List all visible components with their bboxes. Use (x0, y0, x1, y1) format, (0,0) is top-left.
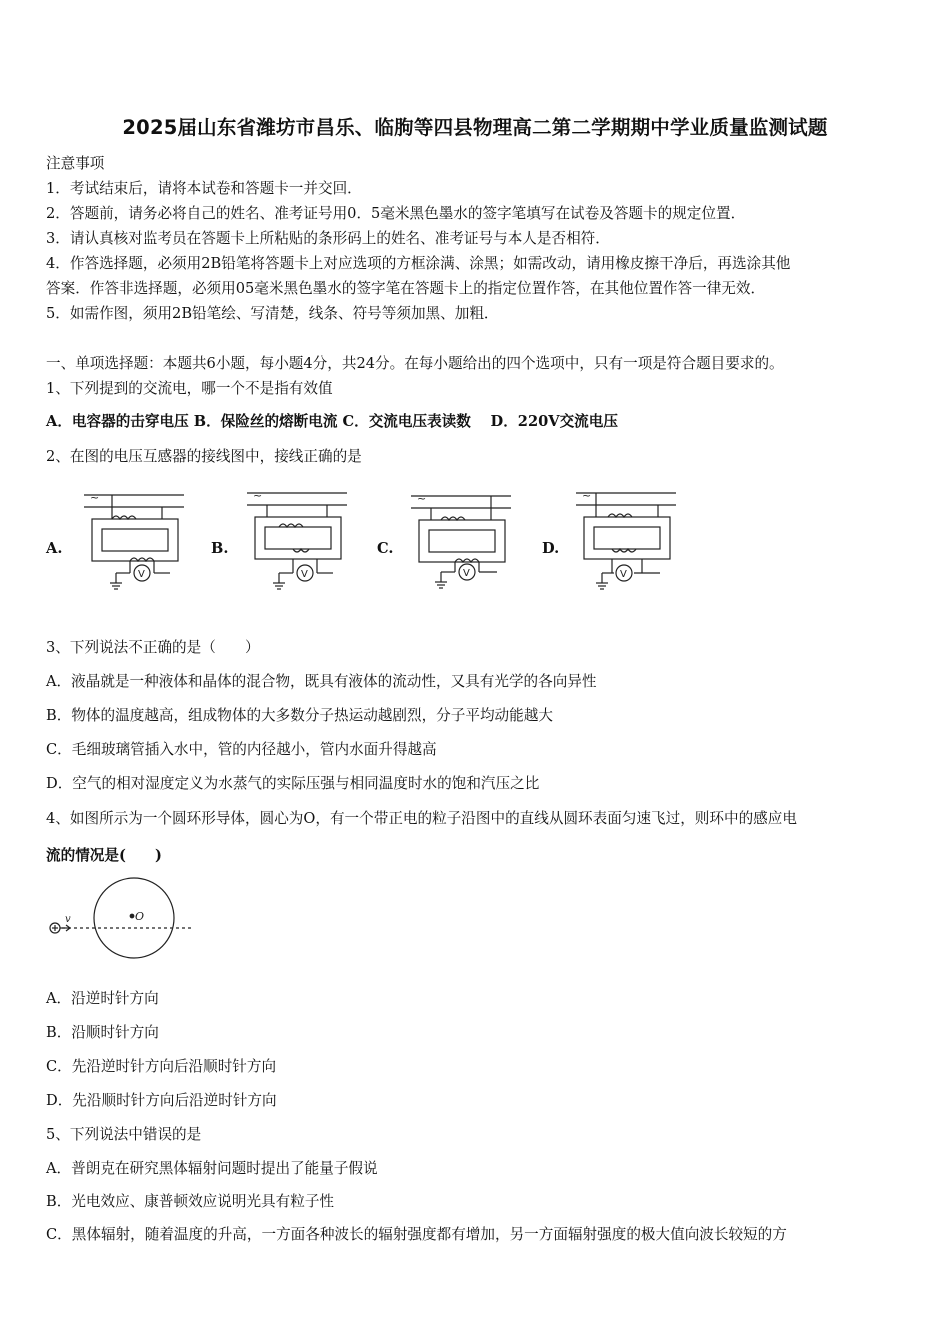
svg-text:~: ~ (90, 491, 100, 504)
svg-text:~: ~ (253, 489, 263, 502)
svg-text:V: V (463, 568, 470, 579)
svg-text:V: V (138, 569, 145, 580)
svg-text:V: V (301, 569, 308, 580)
q5-option-a: A．普朗克在研究黑体辐射问题时提出了能量子假说 (46, 1160, 378, 1177)
q5-option-b: B．光电效应、康普顿效应说明光具有粒子性 (46, 1193, 335, 1210)
section-heading: 一、单项选择题：本题共6小题，每小题4分，共24分。在每小题给出的四个选项中，只有一项是符合题目要求的。 (46, 355, 784, 372)
q1-stem: 1、下列提到的交流电，哪一个不是指有效值 (46, 380, 333, 397)
q5-option-c: C．黑体辐射，随着温度的升高，一方面各种波长的辐射强度都有增加，另一方面辐射强度的极大值向波长较短的方 (46, 1226, 787, 1243)
ring-conductor-figure (44, 874, 194, 964)
notice-item-3: 3．请认真核对监考员在答题卡上所粘贴的条形码上的姓名、准考证号与本人是否相符． (46, 230, 610, 247)
q3-option-b: B．物体的温度越高，组成物体的大多数分子热运动越剧烈，分子平均动能越大 (46, 707, 553, 724)
q4-option-d: D．先沿顺时针方向后沿逆时针方向 (46, 1092, 277, 1109)
q3-stem: 3、下列说法不正确的是（ ） (46, 639, 260, 656)
svg-text:~: ~ (582, 489, 592, 502)
q3-option-d: D．空气的相对湿度定义为水蒸气的实际压强与相同温度时水的饱和汽压之比 (46, 775, 540, 792)
circuit-diagram-a (80, 485, 190, 595)
q4-option-b: B．沿顺时针方向 (46, 1024, 159, 1041)
circuit-diagram-c (407, 486, 517, 594)
notice-heading: 注意事项 (46, 155, 105, 172)
q1-options: A．电容器的击穿电压 B．保险丝的熔断电流 C．交流电压表读数 D．220V交流电压 (46, 413, 618, 430)
q2-label-a: A. (46, 540, 63, 557)
q4-option-a: A．沿逆时针方向 (46, 990, 159, 1007)
q2-label-b: B. (211, 540, 229, 557)
q4-stem-line1: 4、如图所示为一个圆环形导体，圆心为O，有一个带正电的粒子沿图中的直线从圆环表面匀速飞过，则环中的感应电 (46, 810, 797, 827)
q2-label-d: D. (542, 540, 560, 557)
q4-stem-line2: 流的情况是( ) (46, 847, 162, 864)
svg-text:O: O (135, 910, 145, 923)
q2-stem: 2、在图的电压互感器的接线图中，接线正确的是 (46, 448, 362, 465)
svg-text:~: ~ (417, 492, 427, 505)
svg-text:v: v (65, 914, 71, 925)
q2-label-c: C. (377, 540, 394, 557)
notice-item-2: 2．答题前，请务必将自己的姓名、准考证号用0．5毫米黑色墨水的签字笔填写在试卷及答题卡的规定位置． (46, 205, 746, 222)
page-title: 2025届山东省潍坊市昌乐、临朐等四县物理高二第二学期期中学业质量监测试题 (122, 116, 828, 139)
circuit-diagram-b (243, 483, 353, 595)
notice-item-4: 4．作答选择题，必须用2B铅笔将答题卡上对应选项的方框涂满、涂黑；如需改动，请用橡皮擦干净后，再选涂其他 (46, 255, 791, 272)
q3-option-c: C．毛细玻璃管插入水中，管的内径越小，管内水面升得越高 (46, 741, 437, 758)
circuit-diagram-d (572, 483, 682, 595)
notice-item-1: 1．考试结束后，请将本试卷和答题卡一并交回． (46, 180, 362, 197)
q3-option-a: A．液晶就是一种液体和晶体的混合物，既具有液体的流动性，又具有光学的各向异性 (46, 673, 597, 690)
q4-option-c: C．先沿逆时针方向后沿顺时针方向 (46, 1058, 277, 1075)
notice-item-4-cont: 答案．作答非选择题，必须用05毫米黑色墨水的签字笔在答题卡上的指定位置作答，在其他位置作答一律无效． (46, 280, 766, 297)
q5-stem: 5、下列说法中错误的是 (46, 1126, 202, 1143)
notice-item-5: 5．如需作图，须用2B铅笔绘、写清楚，线条、符号等须加黑、加粗． (46, 305, 499, 322)
svg-text:V: V (620, 569, 627, 580)
